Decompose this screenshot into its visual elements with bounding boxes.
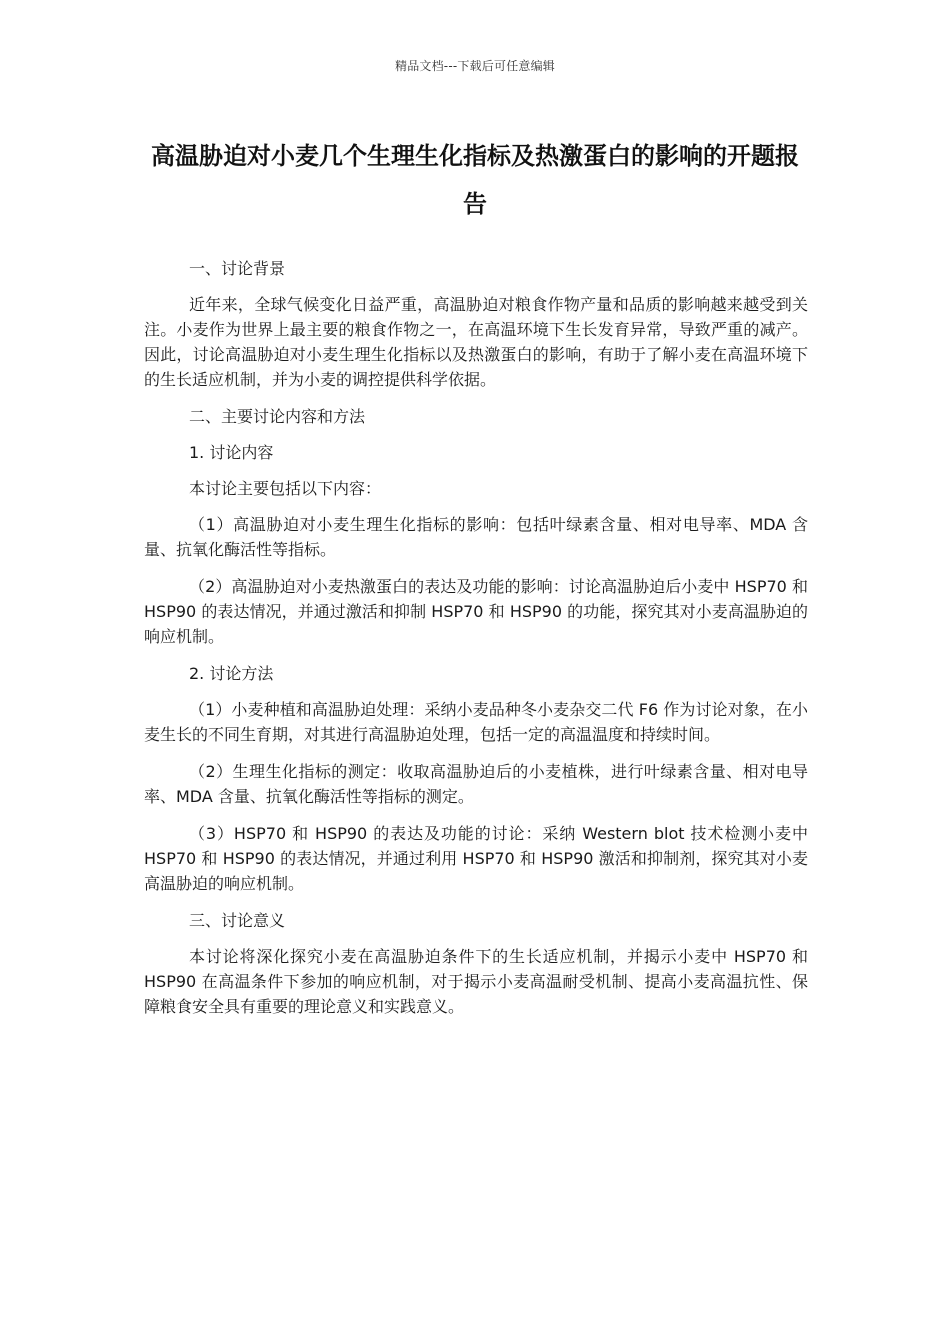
paragraph-background: 近年来，全球气候变化日益严重，高温胁迫对粮食作物产量和品质的影响越来越受到关注。小麦作为世界上最主要的粮食作物之一，在高温环境下生长发育异常，导致严重的减产。因此，讨论高温胁迫对小麦生理生化指标以及热激蛋白的影响，有助于了解小麦在高温环境下的生长适应机制，并为小麦的调控提供科学依据。 bbox=[144, 295, 808, 389]
document-title: 高温胁迫对小麦几个生理生化指标及热激蛋白的影响的开题报告 bbox=[151, 142, 799, 218]
subheading-research-content: 1. 讨论内容 bbox=[189, 443, 274, 462]
document-body bbox=[144, 256, 808, 1031]
list-item-method-3: （3）HSP70 和 HSP90 的表达及功能的讨论：采纳 Western blot 技术检测小麦中 HSP70 和 HSP90 的表达情况，并通过利用 HSP70 和 HSP90 激活和抑制剂，探究其对小麦高温胁迫的响应机制。 bbox=[144, 824, 808, 893]
section-heading-content-methods: 二、主要讨论内容和方法 bbox=[189, 407, 366, 426]
paragraph-significance: 本讨论将深化探究小麦在高温胁迫条件下的生长适应机制，并揭示小麦中 HSP70 和 HSP90 在高温条件下参加的响应机制，对于揭示小麦高温耐受机制、提高小麦高温抗性、保障粮食安全具有重要的理论意义和实践意义。 bbox=[144, 947, 808, 1016]
header-note: 精品文档---下载后可任意编辑 bbox=[395, 59, 555, 73]
paragraph-content-intro: 本讨论主要包括以下内容： bbox=[189, 479, 382, 498]
list-item-method-2: （2）生理生化指标的测定：收取高温胁迫后的小麦植株，进行叶绿素含量、相对电导率、MDA 含量、抗氧化酶活性等指标的测定。 bbox=[144, 762, 808, 806]
subheading-research-methods: 2. 讨论方法 bbox=[189, 664, 274, 683]
list-item-content-2: （2）高温胁迫对小麦热激蛋白的表达及功能的影响：讨论高温胁迫后小麦中 HSP70 和 HSP90 的表达情况，并通过激活和抑制 HSP70 和 HSP90 的功能，探究其对小麦高温胁迫的响应机制。 bbox=[144, 577, 808, 646]
section-heading-significance: 三、讨论意义 bbox=[189, 911, 286, 930]
list-item-content-1: （1）高温胁迫对小麦生理生化指标的影响：包括叶绿素含量、相对电导率、MDA 含量、抗氧化酶活性等指标。 bbox=[144, 515, 808, 559]
list-item-method-1: （1）小麦种植和高温胁迫处理：采纳小麦品种冬小麦杂交二代 F6 作为讨论对象，在小麦生长的不同生育期，对其进行高温胁迫处理，包括一定的高温温度和持续时间。 bbox=[144, 700, 808, 744]
section-heading-background: 一、讨论背景 bbox=[189, 259, 286, 278]
